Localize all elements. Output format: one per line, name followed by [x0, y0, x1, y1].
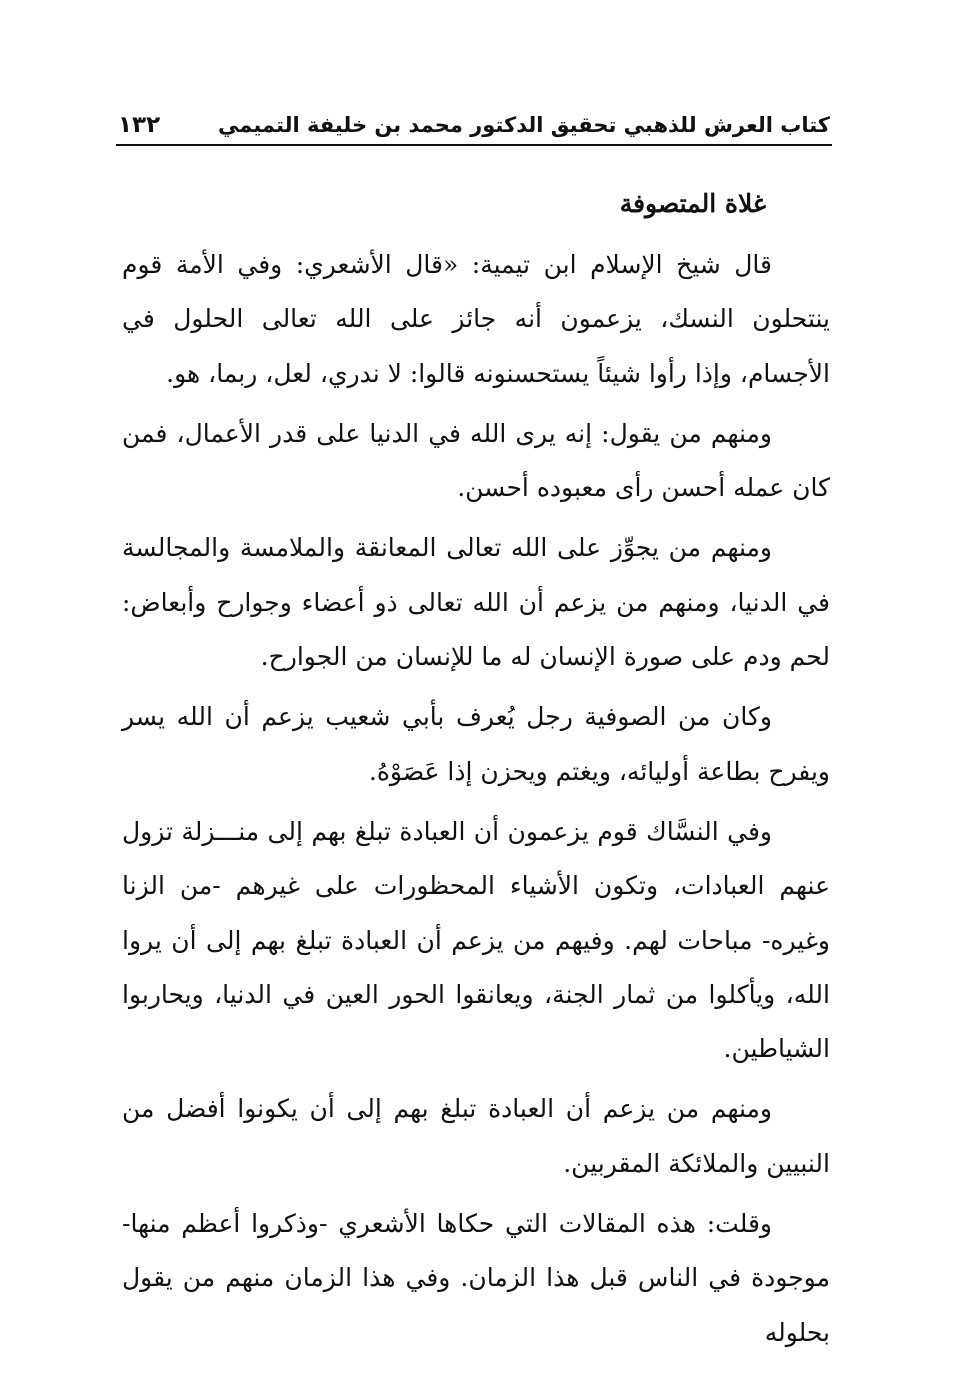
paragraph-2: ومنهم من يقول: إنه يرى الله في الدنيا على قدر الأعمال، فمن كان عمله أحسن رأى معبوده أحسن.: [122, 418, 830, 503]
section-heading: غلاة المتصوفة: [619, 189, 766, 218]
paragraph-7: وقلت: هذه المقالات التي حكاها الأشعري -وذكروا أعظم منها- موجودة في الناس قبل هذا الزمان. وفي هذا الزمان منهم من يقول بحلوله: [122, 1209, 830, 1347]
header-title: كتاب العرش للذهبي تحقيق الدكتور محمد بن خليفة التميمي: [218, 113, 830, 137]
page-number: ١٣٢: [118, 112, 161, 138]
header-divider: [116, 144, 832, 146]
paragraph-1: قال شيخ الإسلام ابن تيمية: «قال الأشعري: وفي الأمة قوم ينتحلون النسك، يزعمون أنه جائز على الله تعالى الحلول في الأجسام، وإذا رأوا شيئاً يستحسنونه قالوا: لا ندري، لعل، ربما، هو.: [122, 250, 830, 388]
body-text: [122, 238, 830, 1366]
running-header: [118, 100, 830, 140]
paragraph-3: ومنهم من يجوِّز على الله تعالى المعانقة والملامسة والمجالسة في الدنيا، ومنهم من يزعم أن الله تعالى ذو أعضاء وجوارح وأبعاض: لحم ودم على صورة الإنسان له ما للإنسان من الجوارح.: [122, 533, 830, 672]
paragraph-6: ومنهم من يزعم أن العبادة تبلغ بهم إلى أن يكونوا أفضل من النبيين والملائكة المقربين.: [122, 1094, 830, 1178]
paragraph-5: وفي النسَّاك قوم يزعمون أن العبادة تبلغ بهم إلى منـــزلة تزول عنهم العبادات، وتكون الأشياء المحظورات على غيرهم -من الزنا وغيره- مباحات لهم. وفيهم من يزعم أن العبادة تبلغ بهم إلى أن يروا الله، ويأكلوا من ثمار الجنة، ويعانقوا الحور العين في الدنيا، ويحاربوا الشياطين.: [122, 816, 830, 1064]
paragraph-4: وكان من الصوفية رجل يُعرف بأبي شعيب يزعم أن الله يسر ويفرح بطاعة أوليائه، ويغتم ويحزن إذا عَصَوْهُ.: [122, 702, 830, 786]
